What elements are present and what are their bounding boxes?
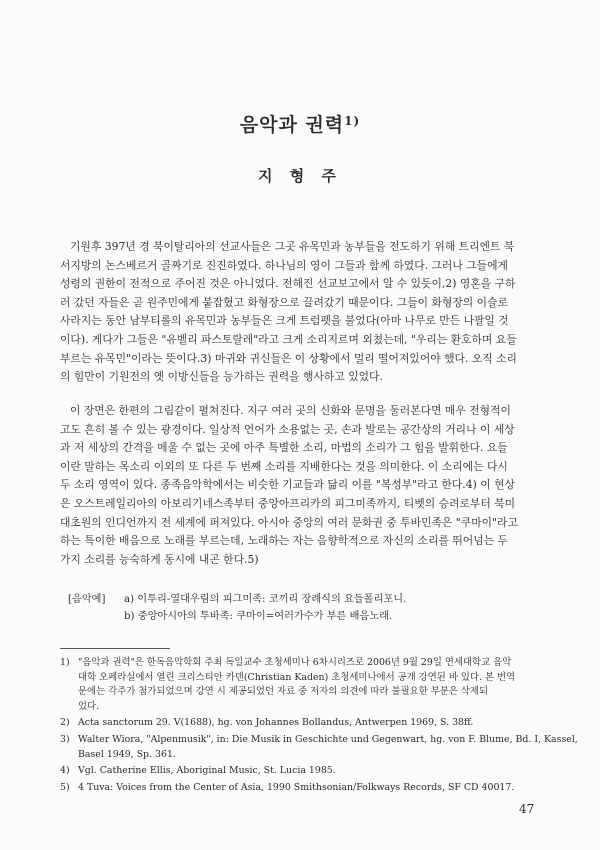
text-line: 러 갔던 자들은 곧 원주민에게 붙잡혔고 화형장으로 끌려갔기 때문이다. 그들이 화형장의 이슬로	[60, 295, 508, 309]
music-example-block	[68, 591, 538, 625]
text-line: 성령의 권한이 전적으로 주어진 것은 아니었다. 전해진 선교보고에서 알 수 있듯이,2) 영혼을 구하	[60, 277, 516, 291]
music-example-label: [음악예]	[68, 594, 106, 605]
paragraph-1	[60, 238, 542, 387]
footnote-number: 1)	[60, 657, 70, 668]
footnote-number: 2)	[60, 717, 70, 729]
text-line: 부르는 유목민"이라는 뜻이다.3) 마귀와 귀신들은 이 상황에서 멀리 떨어져있어야 했다. 오직 소리	[60, 351, 517, 365]
footnote	[60, 733, 578, 762]
footnote-divider	[60, 648, 170, 649]
article-title	[0, 110, 600, 137]
text-line: 기원후 397년 경 북이탈리아의 선교사들은 그곳 유목민과 농부들을 전도하기 위해 트리엔트 북	[70, 240, 515, 253]
text-line: 두 소리 영역이 있다. 종족음악학에서는 비슷한 기교들과 닮리 이를 "복성부"라고 한다.4) 이 현상	[60, 478, 515, 492]
text-line: 가지 소리를 능숙하게 동시에 내곤 한다.5)	[60, 552, 259, 566]
footnote-text: "음악과 권력"은 한독음악학회 주최 독일교수 초청세미나 6차시리즈로 2006년 9월 29일 연세대학교 음악 대학 오페라실에서 열린 크리스티안 카덴(Christian Kaden) 초청세미나에서 공개 강연된 바 있다. 본 번역 문에는 각주가 첨가되었으며 강연 시 제공되었던 자료 중 저자의 의견에 따라 불필요한 부분은 삭제되 었다.	[78, 657, 516, 712]
title-text: 음악과 권력	[239, 114, 345, 136]
footnote-number: 4)	[60, 765, 70, 777]
footnote	[60, 781, 542, 796]
paragraph-2	[60, 402, 542, 569]
footnote-text: Acta sanctorum 29. V(1688), hg. von Johannes Bollandus, Antwerpen 1969, S. 38ff.	[78, 717, 474, 729]
text-line: 대초원의 인디언까지 전 세계에 퍼져있다. 아시아 중앙의 여러 문화권 중 투바민족은 "쿠마이"라고	[60, 515, 518, 529]
text-line: 서지방의 논스베르거 골짜기로 진진하였다. 하나님의 영이 그들과 함께 하였다. 그러나 그들에게	[60, 258, 508, 272]
text-line: 과 저 세상의 간격을 메울 수 없는 곳에 아주 특별한 소리, 마법의 소리가 그 힘을 발휘한다. 요들	[60, 441, 508, 455]
text-line: 이 장면은 한편의 그림같이 펼쳐진다. 지구 여러 곳의 신화와 문명을 둘러본다면 매우 전형적이	[70, 404, 511, 417]
music-example-item: b) 중앙아시아의 투바족: 쿠마이=여러가수가 부른 배음노래.	[124, 611, 393, 622]
footnote	[60, 764, 542, 779]
music-example-item: a) 이투리-열대우림의 피그미족: 코끼리 장례식의 요들폴리포니.	[124, 594, 407, 605]
text-line: 이다). 게다가 그들은 "유벨리 파스토랄레"라고 크게 소리지르며 외쳤는데, "우리는 환호하며 요들	[60, 332, 517, 346]
music-example-row	[68, 608, 538, 625]
text-line: 고도 흔히 볼 수 있는 광경이다. 일상적 언어가 소용없는 곳, 손과 발로는 공간상의 거리나 이 세상	[60, 422, 515, 436]
footnote	[60, 716, 542, 731]
text-line: 이란 말하는 목소리 이외의 또 다른 두 번째 소리를 지배한다는 것을 의미한다. 이 소리에는 다시	[60, 459, 508, 473]
title-footnote-marker: 1)	[344, 114, 361, 128]
page-number: 47	[519, 802, 535, 816]
footnote-text: Vgl. Catherine Ellis, Aboriginal Music, St. Lucia 1985.	[78, 765, 336, 777]
footnotes	[60, 656, 578, 797]
text-line: 하는 특이한 배음으로 노래를 부르는데, 노래하는 자는 음향학적으로 자신의 소리를 뛰어넘는 두	[60, 534, 508, 548]
footnote-number: 3)	[60, 733, 70, 745]
text-line: 의 힘만이 기원전의 옛 이방신들을 능가하는 권력을 행사하고 있었다.	[60, 370, 383, 384]
footnote-text: Walter Wiora, "Alpenmusik", in: Die Musik in Geschichte und Gegenwart, hg. von F. Blume, Bd. I, Kassel, Basel 1949, Sp. 361.	[78, 733, 578, 760]
footnote	[60, 656, 542, 714]
footnote-text: 4 Tuva: Voices from the Center of Asia, 1990 Smithsonian/Folkways Records, SF CD 40017.	[78, 781, 515, 793]
footnote-number: 5)	[60, 781, 70, 793]
text-line: 은 오스트레일리아의 아보리기네스족부터 중앙아프리카의 피그미족까지, 티벳의 승려로부터 북미	[60, 496, 516, 510]
music-example-row	[68, 591, 538, 608]
text-line: 사라지는 동안 남부티롤의 유목민과 농부들은 크게 트럼펫을 불었다(아마 나무로 만든 나팔일 것	[60, 314, 509, 328]
author-name: 지 형 주	[258, 167, 342, 185]
